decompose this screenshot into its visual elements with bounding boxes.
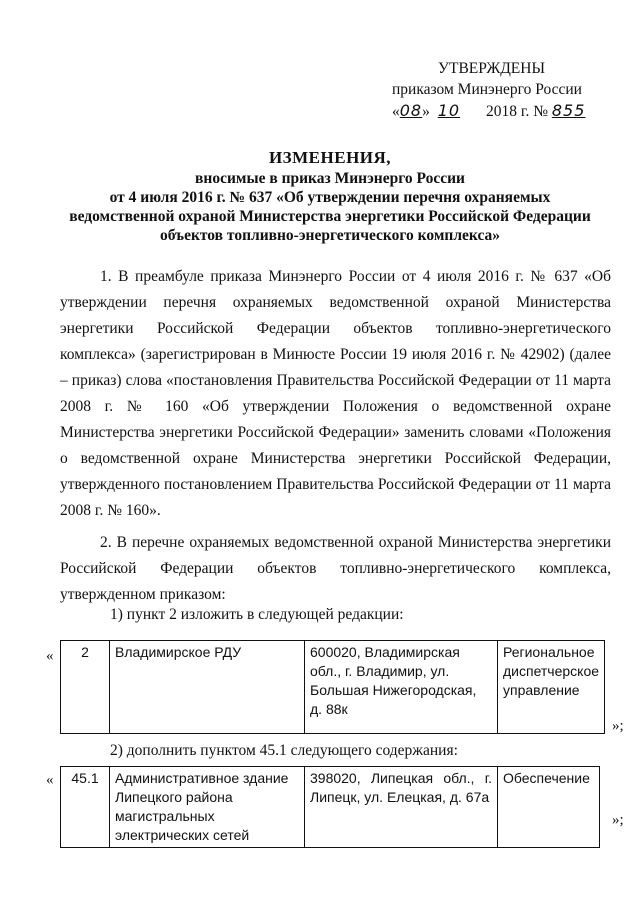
approval-order-line: приказом Минэнерго России [392,81,582,98]
quote-open: « [392,103,400,120]
document-title [40,148,620,245]
table1-quote-open: « [46,648,54,664]
item-purpose: Обеспечение [498,767,600,848]
title-line-2: вносимые в приказ Минэнерго России [195,170,465,187]
approval-year: 2018 г. № [485,103,548,120]
document-body [60,264,611,608]
item-purpose: Региональное диспетчерское управление [498,641,605,734]
table-row [61,641,605,734]
table-item-2 [60,640,605,734]
item-name: Административное здание Липецкого района магистральных электрических сетей [110,767,305,848]
table2-quote-open: « [46,772,54,788]
item-number: 45.1 [61,767,110,848]
title-line-3: от 4 июля 2016 г. № 637 «Об утверждении перечня охраняемых [109,189,551,206]
approval-block [392,58,585,122]
approval-date-line [392,100,585,122]
item-number: 2 [61,641,110,734]
subitem-2: 2) дополнить пунктом 45.1 следующего содержания: [110,742,458,759]
paragraph-1: 1. В преамбуле приказа Минэнерго России от 4 июля 2016 г. № 637 «Об утверждении перечня охраняемых ведомственной охраной Министерства энергетики Российской Федерации объектов топливно-энергетического комплекса» (зарегистрирован в Минюсте России 19 июля 2016 г. № 42902) (далее – приказ) слова «постановления Правительства Российской Федерации от 11 марта 2008 г. № 160 «Об утверждении Положения о ведомственной охране Министерства энергетики Российской Федерации» заменить словами «Положения о ведомственной охране Министерства энергетики Российской Федерации, утвержденного постановлением Правительства Российской Федерации от 11 марта 2008 г. № 160». [60,268,611,519]
item-name: Владимирское РДУ [110,641,305,734]
title-line-5: объектов топливно-энергетического комплекса» [159,227,501,244]
paragraph-2: 2. В перечне охраняемых ведомственной охраной Министерства энергетики Российской Федерации объектов топливно-энергетического комплекса, утвержденном приказом: [60,534,611,603]
approval-day: 08 [399,101,423,120]
table-item-45-1 [60,766,600,848]
approval-month: 10 [437,101,461,120]
table1-quote-close: »; [612,718,624,734]
title-line-4: ведомственной охраной Министерства энергетики Российской Федерации [69,208,591,225]
approval-number: 855 [551,101,586,120]
table2-quote-close: »; [612,812,624,828]
subitem-1: 1) пункт 2 изложить в следующей редакции: [110,606,404,623]
title-line-1: ИЗМЕНЕНИЯ, [268,148,392,167]
item-address: 398020, Липецкая обл., г. Липецк, ул. Елецкая, д. 67а [305,767,498,848]
approval-heading: УТВЕРЖДЕНЫ [438,60,545,77]
table-row [61,767,600,848]
item-address: 600020, Владимирская обл., г. Владимир, ул. Большая Нижегородская, д. 88к [305,641,498,734]
quote-close: » [422,103,430,120]
